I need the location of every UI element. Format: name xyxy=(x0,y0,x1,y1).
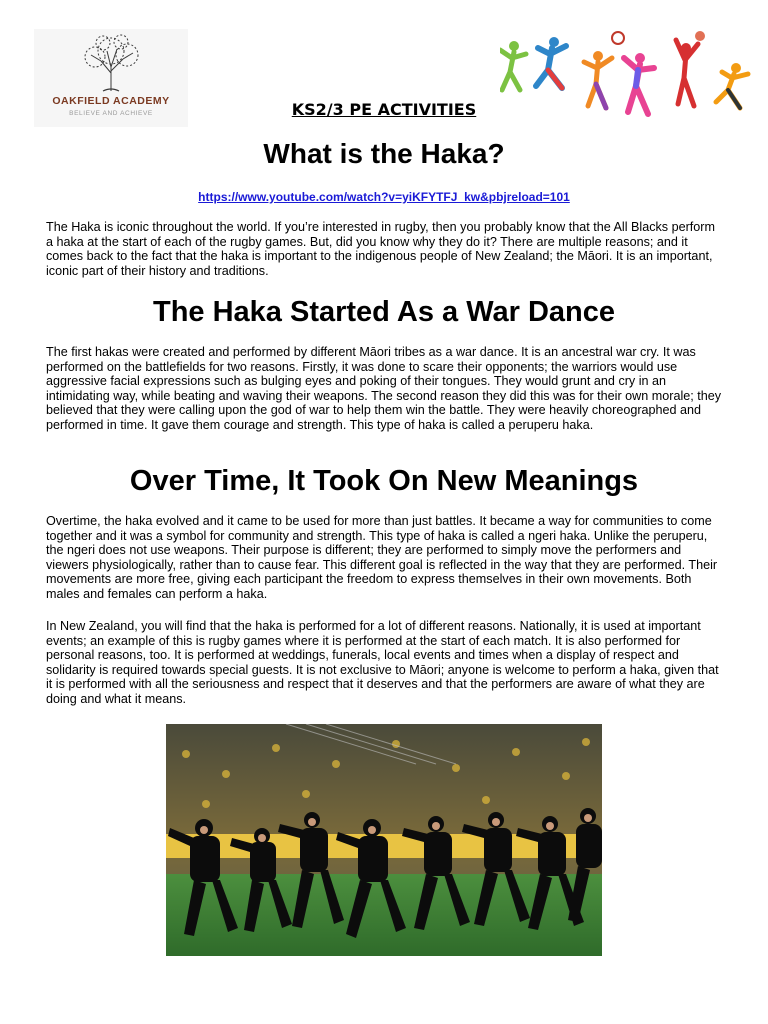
video-link[interactable]: https://www.youtube.com/watch?v=yiKFYTFJ_kw&pbjreload=101 xyxy=(198,190,570,204)
new-meanings-paragraph-2: In New Zealand, you will find that the haka is performed for a lot of different reasons. Nationally, it is used at important events; an example of this is rugby games where it is performed at the start of each match. It is also performed for personal reasons, too. It is performed at weddings, funerals, local events and times when a display of respect and solidarity is required towards special guests. It is not exclusive to Māori; anyone is welcome to perform a haka, given that it is performed with all the seriousness and respect that it deserves and that the performers are aware of what they are doing and what it means. xyxy=(46,619,719,706)
athlete-figure xyxy=(500,41,526,90)
page-subheading: KS2/3 PE ACTIVITIES xyxy=(291,100,477,119)
logo-tagline: BELIEVE AND ACHIEVE xyxy=(69,110,153,117)
haka-photo xyxy=(166,724,602,956)
intro-paragraph: The Haka is iconic throughout the world. If you’re interested in rugby, then you probably know that the All Blacks perform a haka at the start of each of the rugby games. But, did you know why they do it? There are multiple reasons; and it comes back to the fact that the haka is important to the indigenous people of New Zealand; the Māori. It is an important, iconic part of their history and traditions. xyxy=(46,220,715,278)
page-title: What is the Haka? xyxy=(263,138,505,169)
section-heading-new-meanings: Over Time, It Took On New Meanings xyxy=(129,465,639,497)
section-heading-war-dance: The Haka Started As a War Dance xyxy=(152,296,616,328)
athlete-figure xyxy=(676,31,705,106)
war-dance-paragraph: The first hakas were created and performed by different Māori tribes as a war dance. It is an ancestral war cry. It was performed on the battlefields for two reasons. Firstly, it was done to scare their opponents; the warriors would use aggressive facial expressions such as bulging eyes and poking of their tongues. They would grunt and cry in an intimidating way, while beating and waving their weapons. The second reason they did this was for their own morale; they believed that they were calling upon the god of war to help them win the battle. They were heavily choreographed and performed in time. It gave them courage and strength. This type of haka is called a peruperu haka. xyxy=(46,345,722,432)
logo-name: OAKFIELD ACADEMY xyxy=(52,95,170,107)
athlete-figure xyxy=(584,32,624,108)
oak-tree-icon xyxy=(77,33,145,93)
athlete-figure xyxy=(536,37,566,88)
new-meanings-paragraph-1: Overtime, the haka evolved and it came to be used for more than just battles. It became a way for communities to come together and it was a symbol for community and strength. This type of haka is called a ngeri haka. Unlike the peruperu, the ngeri does not use weapons. Their purpose is different; they are performed to simply move the performers and viewers physiologically, rather than to cause fear. This different goal is reflected in the way that they are performed. Their movements are more free, giving each participant the freedom to express themselves in their own movements. Both males and females can perform a haka. xyxy=(46,514,718,601)
